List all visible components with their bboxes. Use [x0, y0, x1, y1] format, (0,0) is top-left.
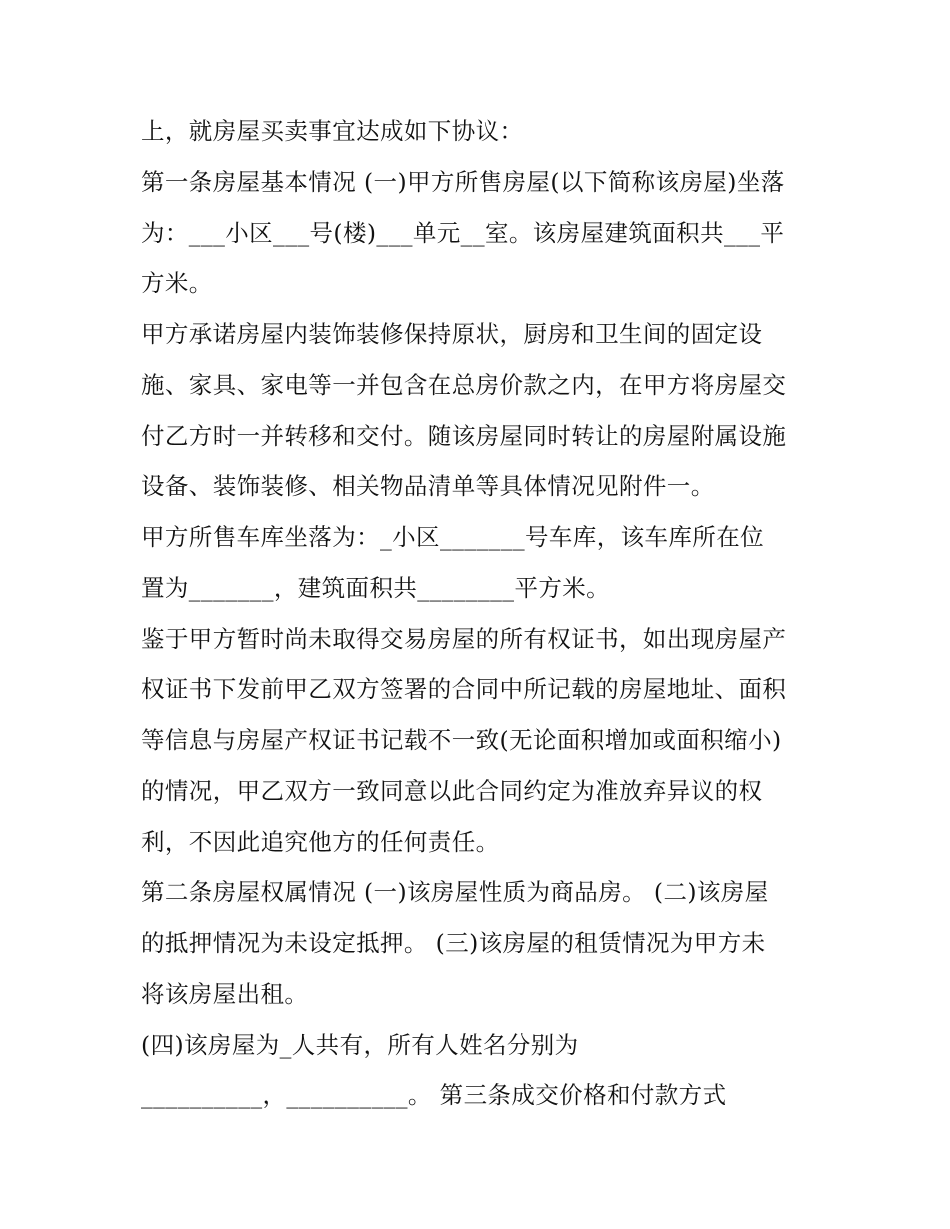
- text-line: __________，__________。 第三条成交价格和付款方式: [141, 1081, 727, 1109]
- text-line: 的情况，甲乙双方一致同意以此合同约定为准放弃异议的权: [141, 777, 763, 805]
- text-line: 上，就房屋买卖事宜达成如下协议：: [141, 117, 524, 145]
- text-line: 施、家具、家电等一并包含在总房价款之内，在甲方将房屋交: [141, 371, 787, 399]
- text-line: 利，不因此追究他方的任何责任。: [141, 828, 500, 856]
- text-line: 鉴于甲方暂时尚未取得交易房屋的所有权证书，如出现房屋产: [141, 625, 787, 653]
- text-line: 甲方所售车库坐落为：_小区_______号车库，该车库所在位: [141, 523, 764, 551]
- text-line: 付乙方时一并转移和交付。随该房屋同时转让的房屋附属设施: [141, 422, 787, 450]
- text-line: 第一条房屋基本情况 (一)甲方所售房屋(以下简称该房屋)坐落: [141, 168, 785, 196]
- text-line: 设备、装饰装修、相关物品清单等具体情况见附件一。: [141, 472, 715, 500]
- text-line: 为：___小区___号(楼)___单元__室。该房屋建筑面积共___平: [141, 219, 785, 247]
- text-line: 的抵押情况为未设定抵押。 (三)该房屋的租赁情况为甲方未: [141, 929, 766, 957]
- text-line: 方米。: [141, 269, 213, 297]
- text-line: 置为_______，建筑面积共________平方米。: [141, 574, 611, 602]
- text-line: (四)该房屋为_人共有，所有人姓名分别为: [141, 1031, 579, 1059]
- text-line: 将该房屋出租。: [141, 980, 309, 1008]
- text-line: 等信息与房屋产权证书记载不一致(无论面积增加或面积缩小): [141, 726, 782, 754]
- text-line: 甲方承诺房屋内装饰装修保持原状，厨房和卫生间的固定设: [141, 320, 763, 348]
- text-line: 第二条房屋权属情况 (一)该房屋性质为商品房。 (二)该房屋: [141, 878, 769, 906]
- text-line: 权证书下发前甲乙双方签署的合同中所记载的房屋地址、面积: [141, 675, 787, 703]
